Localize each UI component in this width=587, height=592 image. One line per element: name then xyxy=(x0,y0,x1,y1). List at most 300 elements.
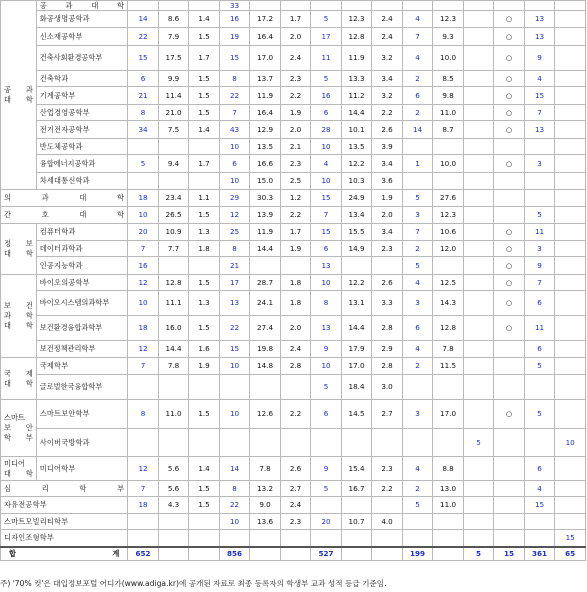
value-cell xyxy=(463,530,494,547)
value-cell: 10.0 xyxy=(433,155,464,173)
value-cell xyxy=(524,429,555,457)
value-cell xyxy=(280,1,311,11)
value-cell: 2.4 xyxy=(372,11,403,28)
value-cell: 5 xyxy=(402,257,433,275)
value-cell: 2.4 xyxy=(280,341,311,358)
value-cell xyxy=(494,457,525,481)
value-cell: 1 xyxy=(402,155,433,173)
department-cell: 바이오시스템의과학부 xyxy=(36,291,128,316)
value-cell xyxy=(463,139,494,155)
table-row xyxy=(1,316,586,341)
value-cell xyxy=(128,139,159,155)
value-cell: 10 xyxy=(555,429,586,457)
value-cell: 2.3 xyxy=(280,514,311,530)
total-value-cell xyxy=(158,547,189,561)
value-cell: 13 xyxy=(219,291,250,316)
value-cell: 1.5 xyxy=(189,275,220,291)
value-cell xyxy=(402,429,433,457)
table-row xyxy=(1,46,586,71)
value-cell: 18 xyxy=(128,316,159,341)
value-cell: 11.2 xyxy=(341,87,372,105)
total-value-cell: 5 xyxy=(463,547,494,561)
value-cell: 24.1 xyxy=(250,291,281,316)
value-cell: 1.9 xyxy=(280,105,311,121)
value-cell: 2.6 xyxy=(372,121,403,139)
value-cell: 7 xyxy=(311,207,342,224)
value-cell: 17.9 xyxy=(341,341,372,358)
value-cell: 1.6 xyxy=(189,341,220,358)
value-cell: 3 xyxy=(402,291,433,316)
value-cell xyxy=(524,173,555,190)
value-cell: 17.0 xyxy=(433,400,464,429)
value-cell: 26.5 xyxy=(158,207,189,224)
value-cell: 4 xyxy=(402,275,433,291)
value-cell: 5.6 xyxy=(158,457,189,481)
value-cell xyxy=(189,514,220,530)
value-cell: 13.0 xyxy=(433,481,464,497)
college-line: 대 학 xyxy=(4,95,33,104)
value-cell xyxy=(463,257,494,275)
total-value-cell xyxy=(189,547,220,561)
value-cell: 14 xyxy=(402,121,433,139)
value-cell: 12.6 xyxy=(250,400,281,429)
value-cell: 11.0 xyxy=(433,497,464,514)
value-cell xyxy=(524,139,555,155)
department-cell: 자유전공학부 xyxy=(1,497,128,514)
value-cell: 5 xyxy=(402,497,433,514)
value-cell xyxy=(555,400,586,429)
value-cell: 3 xyxy=(524,241,555,257)
value-cell: 14.4 xyxy=(250,241,281,257)
value-cell xyxy=(555,341,586,358)
value-cell: 22 xyxy=(219,316,250,341)
value-cell: 24.9 xyxy=(341,190,372,207)
value-cell xyxy=(341,497,372,514)
college-line: 대 학 xyxy=(4,321,33,330)
value-cell: 10.1 xyxy=(341,121,372,139)
value-cell: 16.6 xyxy=(250,155,281,173)
department-cell: 산업경영공학부 xyxy=(36,105,128,121)
value-cell xyxy=(555,1,586,11)
value-cell: 34 xyxy=(128,121,159,139)
value-cell xyxy=(372,429,403,457)
value-cell xyxy=(555,275,586,291)
value-cell xyxy=(311,530,342,547)
value-cell: 22 xyxy=(128,28,159,46)
value-cell: 16.4 xyxy=(250,28,281,46)
value-cell: 3.0 xyxy=(372,375,403,400)
value-cell: 1.5 xyxy=(189,71,220,87)
value-cell xyxy=(189,1,220,11)
department-cell: 바이오의공학부 xyxy=(36,275,128,291)
value-cell: 7.5 xyxy=(158,121,189,139)
department-cell: 미디어학부 xyxy=(36,457,128,481)
value-cell xyxy=(463,190,494,207)
total-value-cell: 65 xyxy=(555,547,586,561)
value-cell: 4 xyxy=(524,481,555,497)
value-cell xyxy=(463,291,494,316)
value-cell: 2 xyxy=(402,358,433,375)
value-cell xyxy=(463,105,494,121)
value-cell: 1.2 xyxy=(280,190,311,207)
value-cell xyxy=(128,173,159,190)
value-cell: 25 xyxy=(219,224,250,241)
value-cell: 8 xyxy=(311,291,342,316)
value-cell xyxy=(463,87,494,105)
value-cell: 11.1 xyxy=(158,291,189,316)
value-cell: 10 xyxy=(128,291,159,316)
value-cell: 2.6 xyxy=(280,457,311,481)
value-cell: 2 xyxy=(402,71,433,87)
value-cell: 27.6 xyxy=(433,190,464,207)
value-cell: 10 xyxy=(311,275,342,291)
total-label: 합 계 xyxy=(1,547,128,561)
table-row xyxy=(1,291,586,316)
table-row xyxy=(1,173,586,190)
college-cell xyxy=(1,457,37,481)
value-cell: 3 xyxy=(402,207,433,224)
value-cell: 4 xyxy=(402,457,433,481)
department-cell: 국제학부 xyxy=(36,358,128,375)
department-cell: 심 리 학 부 xyxy=(1,481,128,497)
table-row xyxy=(1,155,586,173)
department-cell: 융합에너지공학과 xyxy=(36,155,128,173)
value-cell: 6 xyxy=(128,71,159,87)
table-row xyxy=(1,341,586,358)
value-cell: 13.5 xyxy=(250,139,281,155)
value-cell: ○ xyxy=(494,11,525,28)
value-cell: 20 xyxy=(128,224,159,241)
value-cell: 2 xyxy=(402,105,433,121)
value-cell: 1.8 xyxy=(189,241,220,257)
value-cell: 2.8 xyxy=(372,316,403,341)
value-cell xyxy=(524,530,555,547)
value-cell: 2.8 xyxy=(280,358,311,375)
value-cell xyxy=(463,400,494,429)
value-cell xyxy=(463,514,494,530)
value-cell: 8.6 xyxy=(158,11,189,28)
value-cell: 18 xyxy=(128,497,159,514)
value-cell: 7 xyxy=(128,481,159,497)
value-cell xyxy=(402,530,433,547)
value-cell: ○ xyxy=(494,71,525,87)
value-cell: 7 xyxy=(402,28,433,46)
value-cell: 12.9 xyxy=(250,121,281,139)
value-cell xyxy=(555,316,586,341)
value-cell: 11 xyxy=(311,46,342,71)
department-cell: 보건정책관리학부 xyxy=(36,341,128,358)
value-cell: 13.3 xyxy=(341,71,372,87)
value-cell: 10 xyxy=(219,173,250,190)
value-cell xyxy=(433,173,464,190)
value-cell: 19 xyxy=(219,28,250,46)
value-cell: 1.1 xyxy=(189,190,220,207)
value-cell: 2 xyxy=(402,241,433,257)
department-cell: 신소재공학부 xyxy=(36,28,128,46)
value-cell xyxy=(555,375,586,400)
table-row xyxy=(1,121,586,139)
value-cell: 3.2 xyxy=(372,46,403,71)
value-cell: 11.5 xyxy=(433,358,464,375)
value-cell: 3.6 xyxy=(372,173,403,190)
value-cell: 13.2 xyxy=(250,481,281,497)
value-cell: 1.5 xyxy=(189,497,220,514)
value-cell: 3.4 xyxy=(372,71,403,87)
value-cell: ○ xyxy=(494,105,525,121)
value-cell: 13 xyxy=(524,28,555,46)
table-row xyxy=(1,275,586,291)
value-cell: 11.0 xyxy=(433,105,464,121)
value-cell xyxy=(555,241,586,257)
value-cell xyxy=(158,1,189,11)
value-cell: 5 xyxy=(128,155,159,173)
college-line: 보 안 xyxy=(4,423,33,432)
value-cell: 10 xyxy=(128,207,159,224)
value-cell xyxy=(463,46,494,71)
value-cell xyxy=(463,275,494,291)
department-cell: 데이터과학과 xyxy=(36,241,128,257)
value-cell: 5 xyxy=(402,190,433,207)
value-cell xyxy=(189,173,220,190)
value-cell: ○ xyxy=(494,257,525,275)
value-cell xyxy=(524,514,555,530)
value-cell: 7 xyxy=(524,275,555,291)
value-cell xyxy=(128,1,159,11)
value-cell: 11.4 xyxy=(158,87,189,105)
value-cell: 7 xyxy=(524,105,555,121)
value-cell xyxy=(372,1,403,11)
value-cell xyxy=(158,139,189,155)
value-cell: 12 xyxy=(128,275,159,291)
value-cell xyxy=(494,530,525,547)
value-cell: 8.8 xyxy=(433,457,464,481)
value-cell xyxy=(158,530,189,547)
value-cell: 16 xyxy=(219,11,250,28)
value-cell xyxy=(128,375,159,400)
value-cell: 1.5 xyxy=(189,481,220,497)
value-cell: 8 xyxy=(128,400,159,429)
table-row xyxy=(1,207,586,224)
table-row xyxy=(1,497,586,514)
value-cell: 4 xyxy=(311,155,342,173)
table-row xyxy=(1,224,586,241)
value-cell xyxy=(555,11,586,28)
value-cell: 15.0 xyxy=(250,173,281,190)
value-cell: 15 xyxy=(219,341,250,358)
value-cell xyxy=(311,497,342,514)
total-value-cell xyxy=(433,547,464,561)
value-cell: 15.5 xyxy=(341,224,372,241)
value-cell xyxy=(250,257,281,275)
value-cell: 14 xyxy=(128,11,159,28)
value-cell: 7 xyxy=(128,358,159,375)
table-row xyxy=(1,257,586,275)
value-cell: 2.0 xyxy=(280,121,311,139)
value-cell: 21 xyxy=(219,257,250,275)
value-cell: 27.4 xyxy=(250,316,281,341)
value-cell: 9 xyxy=(311,457,342,481)
value-cell xyxy=(555,224,586,241)
value-cell: 12.8 xyxy=(341,28,372,46)
value-cell: 20 xyxy=(311,514,342,530)
value-cell xyxy=(555,497,586,514)
college-line: 국 제 xyxy=(4,368,33,378)
value-cell: 13.7 xyxy=(250,71,281,87)
value-cell xyxy=(433,514,464,530)
value-cell: 8 xyxy=(128,105,159,121)
table-row xyxy=(1,375,586,400)
value-cell: 15.4 xyxy=(341,457,372,481)
value-cell: 16.7 xyxy=(341,481,372,497)
value-cell: 13 xyxy=(524,121,555,139)
value-cell: 5 xyxy=(524,400,555,429)
value-cell: 8 xyxy=(219,481,250,497)
college-cell xyxy=(1,400,37,457)
total-value-cell xyxy=(280,547,311,561)
value-cell: 1.7 xyxy=(189,155,220,173)
value-cell xyxy=(494,497,525,514)
value-cell xyxy=(189,530,220,547)
value-cell xyxy=(555,46,586,71)
value-cell: 2.5 xyxy=(280,173,311,190)
value-cell: 2.7 xyxy=(280,481,311,497)
value-cell: 2.2 xyxy=(372,481,403,497)
value-cell: 2 xyxy=(402,481,433,497)
value-cell xyxy=(158,514,189,530)
value-cell xyxy=(433,530,464,547)
value-cell: 1.9 xyxy=(372,190,403,207)
value-cell: 13.6 xyxy=(250,514,281,530)
table-row xyxy=(1,457,586,481)
value-cell xyxy=(158,429,189,457)
value-cell: 5 xyxy=(311,481,342,497)
value-cell: 19.8 xyxy=(250,341,281,358)
value-cell: 7.7 xyxy=(158,241,189,257)
value-cell xyxy=(555,514,586,530)
value-cell: 17.2 xyxy=(250,11,281,28)
value-cell: 4.0 xyxy=(372,514,403,530)
total-value-cell xyxy=(341,547,372,561)
value-cell: 3.3 xyxy=(372,291,403,316)
value-cell: 12 xyxy=(128,341,159,358)
value-cell xyxy=(463,341,494,358)
admissions-table-body xyxy=(1,1,586,561)
value-cell xyxy=(280,257,311,275)
value-cell: 12.2 xyxy=(341,155,372,173)
college-cell xyxy=(1,1,37,190)
value-cell: 13 xyxy=(524,11,555,28)
value-cell xyxy=(219,375,250,400)
value-cell: 8.5 xyxy=(433,71,464,87)
value-cell xyxy=(250,429,281,457)
college-line: 대 학 xyxy=(4,378,33,388)
value-cell: 4.3 xyxy=(158,497,189,514)
value-cell: 7 xyxy=(402,224,433,241)
value-cell xyxy=(494,481,525,497)
value-cell: 4 xyxy=(402,341,433,358)
value-cell xyxy=(189,257,220,275)
department-cell: 스마트보안학부 xyxy=(36,400,128,429)
value-cell: 16.4 xyxy=(250,105,281,121)
value-cell xyxy=(494,190,525,207)
value-cell: 28.7 xyxy=(250,275,281,291)
value-cell xyxy=(463,71,494,87)
value-cell xyxy=(555,71,586,87)
value-cell xyxy=(494,207,525,224)
value-cell xyxy=(524,1,555,11)
value-cell: ○ xyxy=(494,121,525,139)
total-value-cell xyxy=(250,547,281,561)
value-cell xyxy=(189,139,220,155)
value-cell xyxy=(463,481,494,497)
value-cell: 7.8 xyxy=(250,457,281,481)
college-line: 대 학 xyxy=(4,468,33,478)
value-cell xyxy=(555,121,586,139)
value-cell: 18.4 xyxy=(341,375,372,400)
value-cell xyxy=(555,481,586,497)
value-cell xyxy=(311,1,342,11)
value-cell: 6 xyxy=(311,241,342,257)
value-cell xyxy=(555,358,586,375)
value-cell: 1.4 xyxy=(189,11,220,28)
value-cell: 1.3 xyxy=(189,291,220,316)
value-cell: 9 xyxy=(311,341,342,358)
value-cell: 2.7 xyxy=(372,400,403,429)
value-cell: 9.9 xyxy=(158,71,189,87)
value-cell: 9.4 xyxy=(158,155,189,173)
value-cell: 12.8 xyxy=(158,275,189,291)
college-cell xyxy=(1,224,37,275)
table-row xyxy=(1,429,586,457)
value-cell: 5 xyxy=(311,375,342,400)
value-cell xyxy=(555,139,586,155)
table-row xyxy=(1,1,586,11)
value-cell: 14.8 xyxy=(250,358,281,375)
value-cell: 2.4 xyxy=(280,46,311,71)
value-cell: 8.7 xyxy=(433,121,464,139)
department-cell: 컴퓨터학과 xyxy=(36,224,128,241)
value-cell xyxy=(555,28,586,46)
college-line: 보 건 xyxy=(4,301,33,310)
value-cell: 2.2 xyxy=(280,87,311,105)
value-cell: 8 xyxy=(219,71,250,87)
table-row xyxy=(1,241,586,257)
value-cell: 4 xyxy=(402,11,433,28)
value-cell: ○ xyxy=(494,241,525,257)
college-line: 정 보 xyxy=(4,239,33,248)
table-row xyxy=(1,530,586,547)
value-cell xyxy=(555,87,586,105)
value-cell xyxy=(402,514,433,530)
value-cell xyxy=(372,497,403,514)
value-cell: 12.3 xyxy=(433,207,464,224)
value-cell: 7.8 xyxy=(433,341,464,358)
value-cell xyxy=(555,105,586,121)
value-cell: 3 xyxy=(524,155,555,173)
value-cell: 9 xyxy=(524,257,555,275)
value-cell xyxy=(555,291,586,316)
department-cell: 사이버국방학과 xyxy=(36,429,128,457)
value-cell: 1.8 xyxy=(280,275,311,291)
value-cell: 28 xyxy=(311,121,342,139)
footnote: 주) '70% 컷'은 대입정보포털 어디가(www.adiga.kr)에 공개된 자료로 최종 등록자의 학생부 교과 성적 등급 기준임. xyxy=(0,579,387,588)
total-value-cell: 199 xyxy=(402,547,433,561)
value-cell: 15 xyxy=(219,46,250,71)
value-cell: 12 xyxy=(219,207,250,224)
value-cell xyxy=(128,514,159,530)
college-line: 학 부 xyxy=(4,433,33,442)
department-cell: 건축학과 xyxy=(36,71,128,87)
